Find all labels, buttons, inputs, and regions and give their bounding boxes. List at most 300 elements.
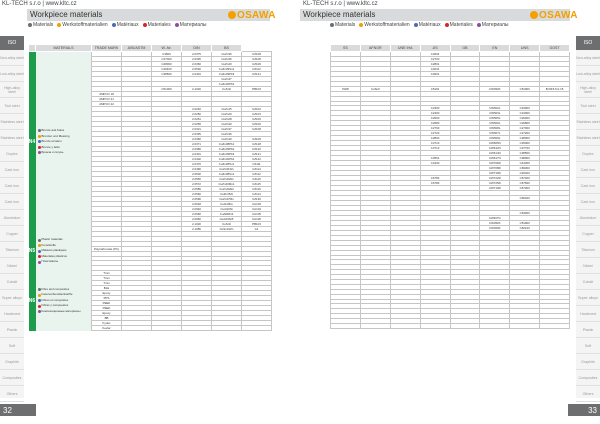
table-cell: C2720 (420, 131, 450, 136)
table-cell: 2.1020 (182, 87, 212, 92)
table-cell: C35000 (510, 141, 540, 146)
table-cell: C37700 (510, 146, 540, 151)
legend-label: Materiales (449, 22, 473, 28)
legend-label: Materials (33, 22, 54, 28)
sidebar-item[interactable]: Graphite (576, 354, 600, 370)
sidebar-item[interactable]: Aluminium (0, 210, 24, 226)
table-cell: 2.0918 (182, 202, 212, 207)
sidebar-item[interactable]: Cobalt (0, 274, 24, 290)
column-header: UNS (510, 45, 540, 52)
material-label: Bronze et laiton (41, 139, 62, 143)
table-cell: PB103 (242, 87, 272, 92)
table-cell: AMPCO 18 (92, 92, 122, 97)
table-cell: CuSn10Zn (212, 227, 242, 232)
table-cell: CW614N (480, 151, 510, 156)
sidebar-item[interactable]: Hardened (576, 306, 600, 322)
table-cell: CZ136 (242, 197, 272, 202)
table-cell: CW452K (480, 221, 510, 226)
table-cell: C3561 (420, 156, 450, 161)
sidebar-item[interactable]: Cast iron (576, 178, 600, 194)
table-cell: C2801 (420, 62, 450, 67)
table-cell: CW508L (480, 126, 510, 131)
column-header: W.-Nr. (152, 45, 182, 52)
legend-item (414, 22, 441, 28)
language-dot-icon (38, 146, 41, 149)
sidebar-item[interactable]: Soft (0, 338, 24, 354)
sidebar-item[interactable]: High-alloy steel (576, 82, 600, 98)
table-cell: CW507L (480, 131, 510, 136)
language-dot-icon (38, 294, 41, 297)
table-cell: C51900 (510, 221, 540, 226)
column-header: BS (212, 45, 242, 52)
table-cell: C38500 (152, 72, 182, 77)
brand-name-right: OSAWA (539, 9, 578, 21)
legend-item (445, 22, 473, 28)
sidebar-item[interactable]: Nickel (576, 258, 600, 274)
table-cell: 2.0940 (182, 207, 212, 212)
sidebar-iso-head: ISO (576, 36, 600, 50)
sidebar-item[interactable]: Copper (576, 226, 600, 242)
table-cell: CuSn6 (212, 87, 242, 92)
legend-item (143, 22, 171, 28)
table-cell: 2.0321 (182, 127, 212, 132)
table-cell: CW708R (480, 166, 510, 171)
table-cell: CuZn28Sn1 (212, 162, 242, 167)
osawa-logo-icon (228, 11, 236, 19)
material-label: Materiales plásticos (41, 253, 67, 258)
table-cell (450, 324, 480, 329)
sidebar-item[interactable]: Titanium (576, 242, 600, 258)
legend-dot-icon (175, 23, 179, 27)
legend-item (57, 22, 107, 28)
sidebar-item[interactable]: Low-alloy steel (576, 66, 600, 82)
table-cell: C3710 (420, 141, 450, 146)
material-label: Bronze and brass (41, 128, 65, 132)
table-cell (540, 324, 570, 329)
table-cell: 2.0360 (182, 62, 212, 67)
legend-item (112, 22, 139, 28)
table-cell: CuZn37 (212, 127, 242, 132)
table-cell: C5191 (420, 86, 450, 91)
table-cell: CA105 (242, 212, 272, 217)
table-cell: Tmm (92, 281, 122, 286)
table-cell: CuZn30 (212, 122, 242, 127)
table-cell: CuZn36 (212, 57, 242, 62)
material-label: Bronzen und Messing (41, 133, 70, 138)
table-cell: C23000 (510, 106, 540, 111)
legend-dot-icon (359, 23, 363, 27)
table-cell: CZ108 (242, 57, 272, 62)
sidebar-item[interactable]: Plastic (576, 322, 600, 338)
sidebar-item[interactable]: Nickel (0, 258, 24, 274)
table-cell (420, 324, 450, 329)
language-dot-icon (38, 288, 41, 291)
table-cell: CZ120 (242, 147, 272, 152)
table-cell: C3604 (420, 52, 450, 57)
table-cell: G1 (242, 227, 272, 232)
iso-group-code: N6 (29, 271, 36, 331)
sidebar-item[interactable]: Cast iron (576, 162, 600, 178)
language-dot-icon (38, 239, 41, 242)
material-name (38, 309, 92, 315)
table-cell: CW505L (480, 116, 510, 121)
table-cell: 5428 (331, 86, 361, 91)
table-cell: C3713 (420, 146, 450, 151)
table-cell: CZ128 (242, 142, 272, 147)
table-cell: CuZn40 (212, 62, 242, 67)
table-cell: PPS (92, 296, 122, 301)
sidebar-item[interactable]: Non-alloy steel (576, 50, 600, 66)
material-names (36, 232, 92, 271)
table-cell: Kydex (92, 321, 122, 326)
legend-item (175, 22, 207, 28)
legend-label: Matériaux (116, 22, 139, 28)
table-cell: CuZn40Al1 (212, 177, 242, 182)
sidebar-item[interactable]: Others (576, 386, 600, 402)
iso-group-code: N4 (29, 52, 36, 232)
column-header: SS (331, 45, 361, 52)
language-dot-icon (38, 310, 41, 313)
column-header: EN (480, 45, 510, 52)
sidebar-item[interactable]: Soft (576, 338, 600, 354)
page-number-right: 33 (568, 404, 600, 416)
table-cell: CW307G (480, 216, 510, 221)
table-cell: C46400 (510, 171, 540, 176)
table-cell: CW452K (480, 86, 510, 91)
table-cell: C69300 (510, 166, 540, 171)
table-cell: CZ109 (242, 137, 272, 142)
iso-code-header (29, 45, 36, 52)
table-cell: 2.0470 (182, 162, 212, 167)
table-cell: CW453K (480, 226, 510, 231)
sidebar-item[interactable]: Stainless steel (576, 114, 600, 130)
table-cell: CZ122 (242, 157, 272, 162)
table-cell: C2700 (420, 57, 450, 62)
table-cell: CuAl10Ni (212, 207, 242, 212)
table-cell: CW506L (480, 121, 510, 126)
sidebar-item[interactable]: Duplex (0, 146, 24, 162)
table-cell: CW503L (480, 111, 510, 116)
legend-label: Werkstoffmaterialien (364, 22, 410, 28)
table-cell: 2.0375 (182, 52, 212, 57)
table-cell: CZ115 (242, 182, 272, 187)
table-cell: CuZn15 (212, 107, 242, 112)
table-cell: 2.0261 (182, 117, 212, 122)
legend-label: Материалы (481, 22, 509, 28)
table-header-row (29, 45, 272, 52)
sidebar-item[interactable]: Hardened (0, 306, 24, 322)
table-cell: CW617N (480, 156, 510, 161)
material-label: Fibres et composites (41, 297, 69, 302)
table-cell: PEEK (92, 301, 122, 306)
table-cell: AMPCO 22 (92, 102, 122, 107)
sidebar-item[interactable]: Non-alloy steel (0, 50, 24, 66)
table-cell: 2.0250 (182, 112, 212, 117)
header-url-left[interactable]: KL-TECH s.r.o | www.kltc.cz (2, 1, 77, 7)
table-cell: C2600 (420, 116, 450, 121)
table-cell: CuAl9Mn2 (212, 212, 242, 217)
table-cell: 2.1086 (182, 227, 212, 232)
table-cell: 2.0500 (182, 172, 212, 177)
material-name (38, 150, 92, 156)
table-cell: CW612N (480, 146, 510, 151)
legend-item (477, 22, 509, 28)
table-cell: CW706R (480, 161, 510, 166)
table-cell: CZ106 (242, 117, 272, 122)
table-cell: CW502L (480, 106, 510, 111)
table-cell: C3601 (420, 72, 450, 77)
table-cell: C51000 (152, 87, 182, 92)
sidebar-item[interactable]: Super alloys (576, 290, 600, 306)
table-cell: CuZn36 (212, 52, 242, 57)
table-cell: AMPCO 21 (92, 97, 122, 102)
table-cell: C4430 (420, 161, 450, 166)
sidebar-item[interactable]: Duplex (576, 146, 600, 162)
legend-dot-icon (143, 23, 147, 27)
language-dot-icon (38, 140, 41, 143)
legend-item (330, 22, 355, 28)
material-label: Fibre and composites (41, 286, 70, 291)
table-cell: C46400 (152, 67, 182, 72)
table-cell: CuZn20 (212, 112, 242, 117)
table-cell: CuSn6 (212, 222, 242, 227)
table-cell: CZ108 (242, 127, 272, 132)
table-cell: 2.0960 (182, 212, 212, 217)
material-label: Пластмассы (41, 259, 59, 264)
sidebar-item[interactable]: Others (0, 386, 24, 402)
language-dot-icon (38, 261, 41, 264)
table-cell: 2.0592 (182, 192, 212, 197)
table-cell: CuZn40Al2 (212, 187, 242, 192)
table-cell: CuZn37 (212, 77, 242, 82)
table-cell: Polycarbonate (PC) (92, 246, 122, 251)
header-url-right[interactable]: KL-TECH s.r.o | www.kltc.cz (303, 1, 378, 7)
table-cell: CuZn31Si1 (212, 167, 242, 172)
material-label: Plastic materials (41, 237, 63, 242)
table-cell: C67400 (510, 176, 540, 181)
table-cell: CW719R (480, 171, 510, 176)
table-cell: CuZn39Pb2 (212, 147, 242, 152)
table-cell: CZ112 (242, 67, 272, 72)
table-cell: CW722R (480, 176, 510, 181)
table-cell: 2.1020 (182, 222, 212, 227)
table-cell: C67500 (510, 181, 540, 186)
material-label: Бронза и латунь (41, 150, 64, 154)
table-cell: CuZn38Sn1 (212, 172, 242, 177)
sidebar-item[interactable]: Stainless steel (0, 114, 24, 130)
page-title-right: Workpiece materials (303, 10, 376, 19)
table-cell: CZ116 (242, 187, 272, 192)
table-cell: 2.0596 (182, 197, 212, 202)
table-cell: CZ121 (242, 72, 272, 77)
table-cell: 2.0580 (182, 187, 212, 192)
table-cell: C52100 (510, 226, 540, 231)
table-cell: CA106 (242, 217, 272, 222)
table-cell: CW605N (480, 141, 510, 146)
table-cell: C27200 (510, 131, 540, 136)
table-cell: CuZn28 (212, 117, 242, 122)
table-cell: 2.0966 (182, 217, 212, 222)
sidebar-item[interactable]: Stainless steel (0, 130, 24, 146)
table-cell: 2.0335 (182, 132, 212, 137)
table-cell: CZ102 (242, 107, 272, 112)
column-header: JIS (420, 45, 450, 52)
table-cell: CZ114 (242, 167, 272, 172)
table-cell: CuZn40Mn1 (212, 182, 242, 187)
column-header: MATERIALS (36, 45, 92, 52)
material-label: Kunststoffe (41, 242, 56, 247)
legend-dot-icon (57, 23, 61, 27)
table-cell (331, 324, 361, 329)
sidebar-item[interactable]: Cast iron (576, 194, 600, 210)
table-cell: 2.0402 (182, 157, 212, 162)
sidebar-item[interactable]: Tool steel (0, 98, 24, 114)
table-cell: CZ109 (242, 62, 272, 67)
table-cell: C44300 (510, 161, 540, 166)
material-label: Matières plastiques (41, 248, 67, 253)
table-cell: C63000 (510, 211, 540, 216)
table-cell: CW725R (480, 181, 510, 186)
table-cell: C4641 (420, 67, 450, 72)
table-cell: 2.0360 (182, 137, 212, 142)
table-cell: CZ108 (242, 52, 272, 57)
language-dot-icon (38, 129, 41, 132)
sidebar-item[interactable]: Cast iron (0, 178, 24, 194)
table-cell: 2.0335 (182, 57, 212, 62)
sidebar-item[interactable]: Super alloys (0, 290, 24, 306)
material-label: Bronce y latón (41, 144, 60, 149)
table-cell: CZ116 (242, 177, 272, 182)
column-header: AISI/ASTM (122, 45, 152, 52)
table-cell: CuAl10Fe (212, 202, 242, 207)
table-cell: 2.0265 (182, 122, 212, 127)
sidebar-item[interactable]: Composites (0, 370, 24, 386)
table-cell: Tmm (92, 276, 122, 281)
brand-name-left: OSAWA (237, 9, 276, 21)
material-name (38, 259, 92, 265)
page-number-left: 32 (0, 404, 36, 416)
table-cell: 2.0572 (182, 182, 212, 187)
legend-label: Materiales (147, 22, 171, 28)
table-cell: CuZn40 (212, 137, 242, 142)
material-label: Faserverbundwerkstoffe (41, 292, 73, 297)
sidebar-item[interactable]: Titanium (0, 242, 24, 258)
table-cell: CuSn6 (360, 86, 390, 91)
table-cell: 2.0401 (182, 72, 212, 77)
legend-label: Werkstoffmaterialien (62, 22, 108, 28)
language-dot-icon (38, 250, 41, 253)
material-names (36, 52, 92, 232)
legend-dot-icon (112, 23, 116, 27)
table-cell: C6783 (420, 181, 450, 186)
table-cell: C28000 (152, 62, 182, 67)
table-cell: C2700 (420, 126, 450, 131)
language-dot-icon (38, 135, 41, 138)
language-legend-left (28, 22, 211, 28)
table-cell: 2.0380 (182, 147, 212, 152)
language-dot-icon (38, 255, 41, 258)
legend-dot-icon (414, 23, 418, 27)
legend-dot-icon (445, 23, 449, 27)
table-cell (152, 326, 182, 331)
table-cell: CuAl10Ni5 (212, 217, 242, 222)
language-dot-icon (38, 244, 41, 247)
table-cell (360, 324, 390, 329)
table-cell: 2.0240 (182, 107, 212, 112)
column-header: GOST (540, 45, 570, 52)
sidebar-item[interactable]: Tool steel (576, 98, 600, 114)
table-cell: C38000 (510, 156, 540, 161)
table-cell: 2.0371 (182, 142, 212, 147)
iso-sidebar-right (576, 36, 600, 398)
table-cell: C2800 (420, 136, 450, 141)
table-cell: 2.0530 (182, 67, 212, 72)
table-cell: 2.0490 (182, 167, 212, 172)
table-cell: Tmm (92, 271, 122, 276)
table-cell: C3600 (152, 52, 182, 57)
sidebar-item[interactable]: Composites (576, 370, 600, 386)
sidebar-item[interactable]: High-alloy steel (0, 82, 24, 98)
table-cell: CZ111 (242, 162, 272, 167)
legend-dot-icon (477, 23, 481, 27)
iso-sidebar-left (0, 36, 24, 398)
table-cell: CZ103 (242, 112, 272, 117)
table-cell: CuZn38Pb1 (212, 142, 242, 147)
table-cell: CZ121 (242, 152, 272, 157)
table-cell: C6782 (420, 176, 450, 181)
table-cell: CuZn40Pb2 (212, 82, 242, 87)
sidebar-item[interactable]: Cast iron (0, 162, 24, 178)
table-cell (212, 326, 242, 331)
table-cell (390, 324, 420, 329)
table-cell: C27000 (152, 57, 182, 62)
table-cell: CA104 (242, 207, 272, 212)
sidebar-item[interactable]: Cast iron (0, 194, 24, 210)
sidebar-item[interactable]: Stainless steel (576, 130, 600, 146)
column-header: GB (450, 45, 480, 52)
language-dot-icon (38, 151, 41, 154)
table-cell: BHs (92, 286, 122, 291)
brand-logo-left (228, 8, 276, 22)
table-cell: 2.0550 (182, 177, 212, 182)
material-label: Композиционные материалы (41, 308, 81, 313)
materials-table-right (330, 44, 570, 329)
sidebar-item[interactable]: Graphite (0, 354, 24, 370)
sidebar-item[interactable]: Aluminium (576, 210, 600, 226)
sidebar-item[interactable]: Plastic (0, 322, 24, 338)
language-legend-right (330, 22, 513, 28)
sidebar-item[interactable]: Low-alloy steel (0, 66, 24, 82)
table-cell: CuZn39Pb3 (212, 72, 242, 77)
osawa-logo-icon (530, 11, 538, 19)
table-row (331, 324, 570, 329)
table-cell: CuZn39Pb3 (212, 152, 242, 157)
sidebar-item[interactable]: Cobalt (576, 274, 600, 290)
table-header-row (331, 45, 570, 52)
legend-label: Materials (335, 22, 356, 28)
column-header: UNE IHA (390, 45, 420, 52)
table-cell (182, 326, 212, 331)
iso-group-code: N5 (29, 232, 36, 271)
sidebar-item[interactable]: Copper (0, 226, 24, 242)
material-names (36, 271, 92, 331)
table-cell: C66400 (510, 196, 540, 201)
column-header: TRADE MARK (92, 45, 122, 52)
table-cell (510, 324, 540, 329)
table-cell: Epoxy (92, 311, 122, 316)
language-dot-icon (38, 305, 41, 308)
material-label: Fibras y compuestos (41, 303, 69, 308)
